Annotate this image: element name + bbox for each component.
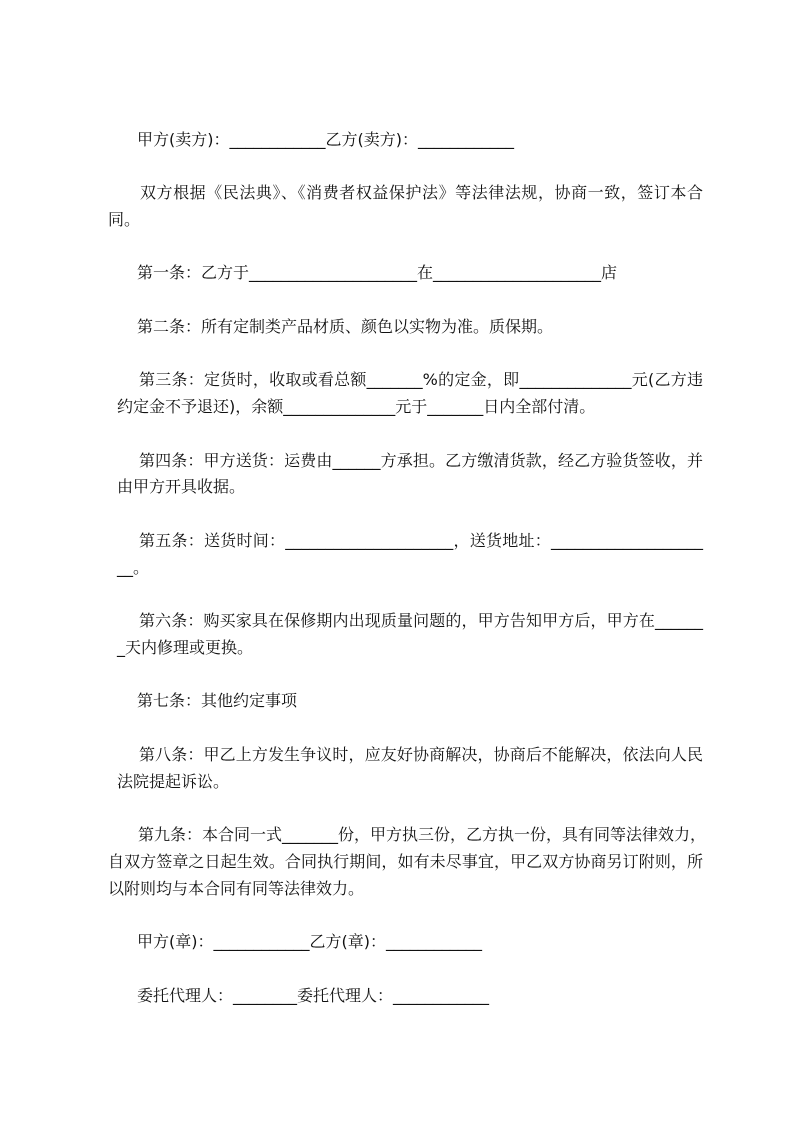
preamble-line-2: 同。 xyxy=(108,209,141,229)
article-3-line-1: 第三条：定货时，收取或看总额_______%的定金，即______________元(乙方违 xyxy=(139,370,703,390)
seal-line-text: 甲方(章)：____________乙方(章)：____________ xyxy=(137,932,482,952)
article-1-line-1: 第一条：乙方于_____________________在_____________________店 xyxy=(137,263,618,283)
article-8 xyxy=(0,742,793,796)
article-4-line-1: 第四条：甲方送货：运费由______方承担。乙方缴清货款，经乙方验货签收，并 xyxy=(139,450,703,470)
parties-line xyxy=(0,127,793,154)
article-5-line-2: __。 xyxy=(117,557,150,577)
article-6 xyxy=(0,608,793,662)
preamble xyxy=(0,180,793,234)
article-2-line-1: 第二条：所有定制类产品材质、颜色以实物为准。质保期。 xyxy=(137,316,554,336)
article-9-line-3: 以附则均与本合同有同等法律效力。 xyxy=(108,878,365,898)
article-9-line-2: 自双方签章之日起生效。合同执行期间，如有未尽事宜，甲乙双方协商另订附则，所 xyxy=(108,851,703,871)
article-8-line-1: 第八条：甲乙上方发生争议时，应友好协商解决，协商后不能解决，依法向人民 xyxy=(139,744,703,764)
seal-line xyxy=(0,929,793,956)
article-3 xyxy=(0,367,793,421)
article-9 xyxy=(0,822,793,902)
article-7-line-1: 第七条：其他约定事项 xyxy=(137,691,298,711)
parties-line-text: 甲方(卖方)：____________乙方(卖方)：____________ xyxy=(137,129,514,149)
article-1 xyxy=(0,260,793,287)
article-5-line-1: 第五条：送货时间：_____________________，送货地址：___________________ xyxy=(139,530,703,550)
article-2 xyxy=(0,314,793,341)
article-4-line-2: 由甲方开具收据。 xyxy=(117,477,246,497)
preamble-line-1: 双方根据《民法典》、《消费者权益保护法》等法律法规，协商一致，签订本合 xyxy=(140,183,703,203)
article-7 xyxy=(0,688,793,715)
article-5 xyxy=(0,528,793,582)
article-6-line-2: _天内修理或更换。 xyxy=(117,637,254,657)
agent-line xyxy=(0,983,793,1010)
article-4 xyxy=(0,448,793,502)
article-8-line-2: 法院提起诉讼。 xyxy=(117,771,230,791)
article-6-line-1: 第六条：购买家具在保修期内出现质量问题的，甲方告知甲方后，甲方在______ xyxy=(139,611,703,631)
agent-line-text: 委托代理人：________委托代理人：____________ xyxy=(137,985,490,1005)
article-3-line-2: 约定金不予退还)，余额______________元于_______日内全部付清。 xyxy=(117,397,596,417)
article-9-line-1: 第九条：本合同一式_______份，甲方执三份，乙方执一份，具有同等法律效力， xyxy=(138,825,707,845)
